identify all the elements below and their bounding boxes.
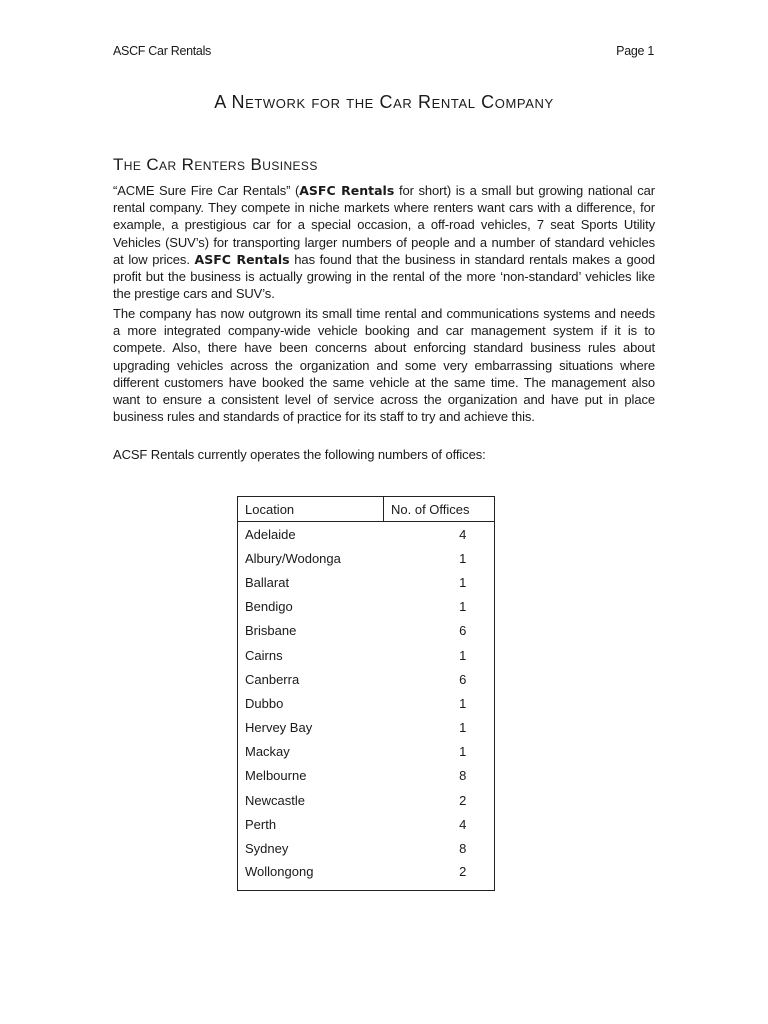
location-cell: Cairns: [245, 647, 283, 663]
brand-name: ASFC Rentals: [299, 183, 395, 198]
table-row: [238, 570, 495, 594]
location-cell: Brisbane: [245, 623, 297, 639]
section-heading: The Car Renters Business: [113, 155, 318, 174]
table-row: [238, 812, 495, 836]
paragraph-company-intro: [113, 182, 655, 302]
offices-count-cell: 8: [459, 841, 467, 857]
offices-count-cell: 1: [459, 599, 467, 615]
offices-count-cell: 2: [459, 792, 467, 808]
location-cell: Mackay: [245, 744, 290, 760]
paragraph-text: for short) is a small but growing national car rental company. They compete in niche markets where renters want cars with a difference, for example, a prestigious car for a special occasion, a off-road vehicles, 7 seat Sports Utility Vehicles (SUV’s) for transporting larger numbers of people and a number of standard vehicles at low prices.: [113, 183, 655, 267]
offices-count-cell: 1: [459, 744, 467, 760]
table-row: [238, 643, 495, 667]
offices-count-cell: 1: [459, 647, 467, 663]
location-cell: Bendigo: [245, 599, 293, 615]
table-row: [238, 788, 495, 812]
column-header-location: Location: [238, 497, 384, 522]
column-header-offices: No. of Offices: [384, 497, 495, 522]
offices-count-cell: 4: [459, 816, 467, 832]
running-header-title: ASCF Car Rentals: [113, 44, 212, 58]
offices-count-cell: 1: [459, 574, 467, 590]
paragraph-offices-intro: ACSF Rentals currently operates the following numbers of offices:: [113, 447, 486, 462]
location-cell: Albury/Wodonga: [245, 550, 341, 566]
document-title: A Network for the Car Rental Company: [214, 92, 554, 112]
table-row: [238, 861, 495, 891]
paragraph-text: has found that the business in standard rentals makes a good profit but the business is actually growing in the rental of the more ‘non-standard’ vehicles like the prestige cars and SUV’s.: [113, 251, 655, 302]
offices-count-cell: 4: [459, 526, 467, 542]
offices-count-cell: 1: [459, 720, 467, 736]
paragraph-system-needs: The company has now outgrown its small time rental and communications systems and needs a more integrated company-wide vehicle booking and car management system if it is to compete. Also, there have been concerns about enforcing standard business rules about upgrading vehicles across the organization and some very embarrassing situations where different customers have booked the same vehicle at the same time. The management also want to ensure a consistent level of service across the organization and have put in place business rules and standards of practice for its staff to try and achieve this.: [113, 306, 655, 425]
location-cell: Melbourne: [245, 768, 307, 784]
location-cell: Dubbo: [245, 695, 284, 711]
offices-count-cell: 6: [459, 671, 467, 687]
paragraph-text: “ACME Sure Fire Car Rentals” (: [113, 183, 300, 198]
location-cell: Adelaide: [245, 526, 296, 542]
offices-count-cell: 2: [459, 863, 467, 879]
table-row: [238, 716, 495, 740]
table-header-row: [238, 497, 495, 522]
location-cell: Hervey Bay: [245, 720, 313, 736]
page-number: Page 1: [616, 44, 654, 58]
offices-count-cell: 1: [459, 550, 467, 566]
table-row: [238, 740, 495, 764]
location-cell: Sydney: [245, 841, 289, 857]
table-row: [238, 619, 495, 643]
table-row: [238, 546, 495, 570]
table-row: [238, 522, 495, 547]
offices-table: [237, 496, 495, 891]
table-row: [238, 667, 495, 691]
table-row: [238, 836, 495, 860]
table-row: [238, 691, 495, 715]
table-row: [238, 595, 495, 619]
location-cell: Ballarat: [245, 574, 290, 590]
location-cell: Canberra: [245, 671, 300, 687]
location-cell: Wollongong: [245, 863, 314, 879]
table-row: [238, 764, 495, 788]
offices-count-cell: 1: [459, 695, 467, 711]
location-cell: Newcastle: [245, 792, 305, 808]
brand-name: ASFC Rentals: [194, 251, 290, 267]
location-cell: Perth: [245, 816, 277, 832]
offices-count-cell: 6: [459, 623, 467, 639]
offices-count-cell: 8: [459, 768, 467, 784]
